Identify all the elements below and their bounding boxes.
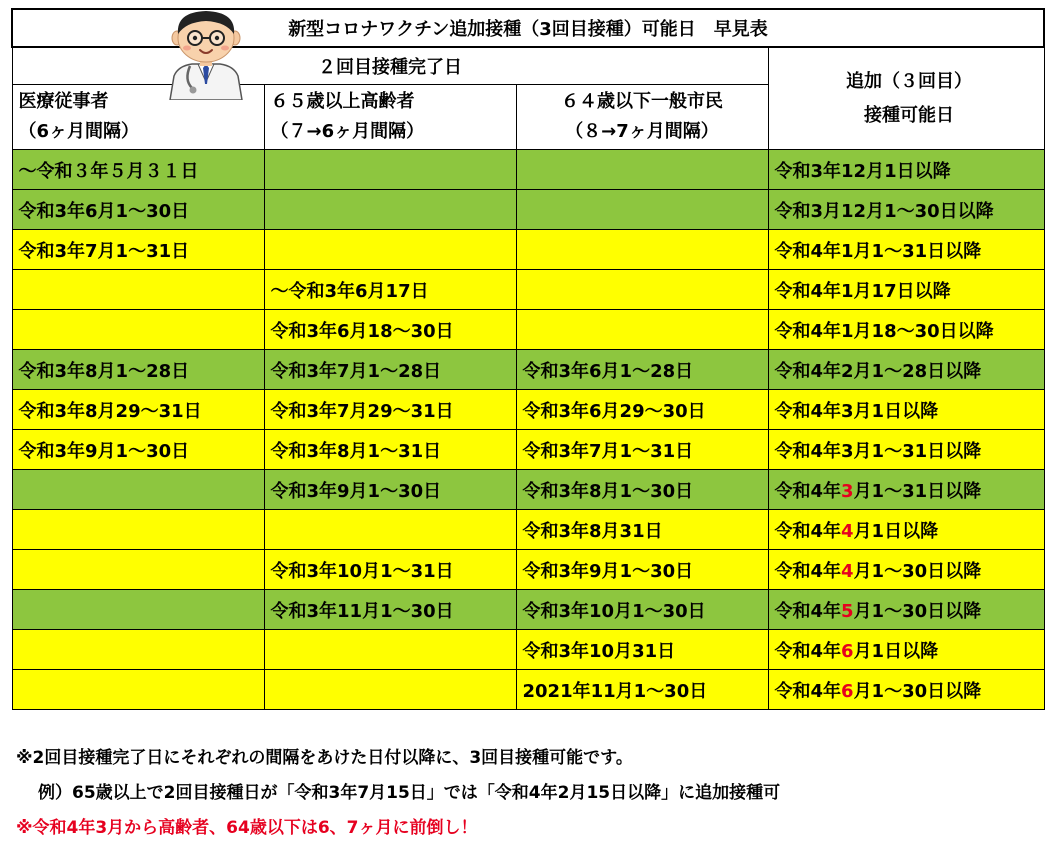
cell-result xyxy=(768,670,1044,710)
cell-medical: 令和3年8月1～28日 xyxy=(12,350,264,390)
cell-general: 令和3年7月1～31日 xyxy=(516,430,768,470)
result-pre: 令和3年12月1日以降 xyxy=(774,160,951,182)
table-row xyxy=(12,670,1044,710)
cell-general: 2021年11月1～30日 xyxy=(516,670,768,710)
cell-result xyxy=(768,350,1044,390)
cell-medical: 令和3年9月1～30日 xyxy=(12,430,264,470)
result-pre: 令和4年2月1～28日以降 xyxy=(774,360,982,382)
table-row xyxy=(12,190,1044,230)
table-row xyxy=(12,350,1044,390)
column-name: ６５歳以上高齢者 xyxy=(270,91,415,112)
result-post: 月1日以降 xyxy=(853,520,939,542)
cell-elderly xyxy=(264,630,516,670)
result-header-line2: 接種可能日 xyxy=(864,104,954,126)
cell-general xyxy=(516,310,768,350)
result-header-line1: 追加（３回目） xyxy=(846,70,972,92)
cell-medical xyxy=(12,310,264,350)
column-header-general xyxy=(516,85,768,150)
cell-general: 令和3年10月31日 xyxy=(516,630,768,670)
cell-result xyxy=(768,470,1044,510)
cell-elderly: 令和3年8月1～31日 xyxy=(264,430,516,470)
schedule-table xyxy=(11,8,1045,710)
table-row xyxy=(12,310,1044,350)
cell-result xyxy=(768,150,1044,190)
table-body xyxy=(12,150,1044,710)
result-post: 月1日以降 xyxy=(853,640,939,662)
cell-general: 令和3年6月1～28日 xyxy=(516,350,768,390)
cell-result xyxy=(768,550,1044,590)
table-row xyxy=(12,590,1044,630)
cell-medical: 令和3年7月1～31日 xyxy=(12,230,264,270)
cell-elderly: 令和3年6月18～30日 xyxy=(264,310,516,350)
result-pre: 令和4年1月1～31日以降 xyxy=(774,240,982,262)
cell-general: 令和3年8月1～30日 xyxy=(516,470,768,510)
cell-result xyxy=(768,190,1044,230)
result-post: 月1～31日以降 xyxy=(853,480,982,502)
table-row xyxy=(12,430,1044,470)
result-pre: 令和4年 xyxy=(774,600,842,622)
cell-elderly: 令和3年9月1～30日 xyxy=(264,470,516,510)
table-row xyxy=(12,470,1044,510)
result-pre: 令和3月12月1～30日以降 xyxy=(774,200,994,222)
footnotes xyxy=(16,741,1046,846)
cell-medical xyxy=(12,590,264,630)
column-interval: （6ヶ月間隔） xyxy=(18,121,140,142)
cell-elderly xyxy=(264,230,516,270)
result-pre: 令和4年 xyxy=(774,680,842,702)
column-interval: （８→7ヶ月間隔） xyxy=(565,121,719,142)
result-post: 月1～30日以降 xyxy=(853,680,982,702)
cell-elderly xyxy=(264,150,516,190)
cell-result xyxy=(768,230,1044,270)
cell-elderly: 令和3年7月29～31日 xyxy=(264,390,516,430)
result-red: 5 xyxy=(841,600,854,622)
footnote-warning: ※令和4年3月から高齢者、64歳以下は6、7ヶ月に前倒し！ xyxy=(16,818,478,838)
table-row xyxy=(12,390,1044,430)
table-row xyxy=(12,150,1044,190)
cell-result xyxy=(768,270,1044,310)
column-name: 医療従事者 xyxy=(18,91,109,112)
result-pre: 令和4年 xyxy=(774,560,842,582)
result-red: 4 xyxy=(841,560,854,582)
cell-medical xyxy=(12,670,264,710)
cell-result xyxy=(768,510,1044,550)
result-post: 月1～30日以降 xyxy=(853,600,982,622)
result-pre: 令和4年 xyxy=(774,640,842,662)
cell-general: 令和3年8月31日 xyxy=(516,510,768,550)
cell-medical xyxy=(12,550,264,590)
result-pre: 令和4年3月1～31日以降 xyxy=(774,440,982,462)
column-header-elderly xyxy=(264,85,516,150)
cell-general xyxy=(516,230,768,270)
cell-medical xyxy=(12,630,264,670)
cell-result xyxy=(768,630,1044,670)
group-header-second-dose-date: ２回目接種完了日 xyxy=(12,47,768,85)
column-name: ６４歳以下一般市民 xyxy=(561,91,723,112)
table-row xyxy=(12,510,1044,550)
cell-medical: 令和3年8月29～31日 xyxy=(12,390,264,430)
cell-general: 令和3年6月29～30日 xyxy=(516,390,768,430)
cell-general: 令和3年10月1～30日 xyxy=(516,590,768,630)
result-red: 4 xyxy=(841,520,854,542)
cell-elderly: 令和3年11月1～30日 xyxy=(264,590,516,630)
cell-medical xyxy=(12,270,264,310)
cell-result xyxy=(768,310,1044,350)
column-interval: （７→6ヶ月間隔） xyxy=(270,121,425,142)
cell-elderly xyxy=(264,190,516,230)
cell-general xyxy=(516,190,768,230)
result-post: 月1～30日以降 xyxy=(853,560,982,582)
result-pre: 令和4年 xyxy=(774,480,842,502)
footnote-example: 例）65歳以上で2回目接種日が「令和3年7月15日」では「令和4年2月15日以降」に追加接種可 xyxy=(38,783,781,803)
cell-result xyxy=(768,390,1044,430)
result-pre: 令和4年1月18～30日以降 xyxy=(774,320,994,342)
result-pre: 令和4年3月1日以降 xyxy=(774,400,939,422)
result-red: 6 xyxy=(841,640,854,662)
cell-medical: 令和3年6月1～30日 xyxy=(12,190,264,230)
cell-medical: ～令和３年５月３１日 xyxy=(12,150,264,190)
result-pre: 令和4年1月17日以降 xyxy=(774,280,951,302)
cell-elderly: 令和3年7月1～28日 xyxy=(264,350,516,390)
result-pre: 令和4年 xyxy=(774,520,842,542)
cell-elderly: 令和3年10月1～31日 xyxy=(264,550,516,590)
cell-medical xyxy=(12,470,264,510)
footnote-general: ※2回目接種完了日にそれぞれの間隔をあけた日付以降に、3回目接種可能です。 xyxy=(16,748,633,768)
result-red: 6 xyxy=(841,680,854,702)
result-header xyxy=(768,47,1044,150)
result-red: 3 xyxy=(841,480,854,502)
page-title: 新型コロナワクチン追加接種（3回目接種）可能日 早見表 xyxy=(12,9,1044,47)
cell-elderly: ～令和3年6月17日 xyxy=(264,270,516,310)
cell-result xyxy=(768,590,1044,630)
doctor-illustration-icon xyxy=(160,4,252,100)
cell-elderly xyxy=(264,670,516,710)
table-row xyxy=(12,550,1044,590)
table-row xyxy=(12,230,1044,270)
table-row xyxy=(12,270,1044,310)
cell-result xyxy=(768,430,1044,470)
cell-general xyxy=(516,150,768,190)
cell-general: 令和3年9月1～30日 xyxy=(516,550,768,590)
cell-medical xyxy=(12,510,264,550)
cell-general xyxy=(516,270,768,310)
table-row xyxy=(12,630,1044,670)
cell-elderly xyxy=(264,510,516,550)
